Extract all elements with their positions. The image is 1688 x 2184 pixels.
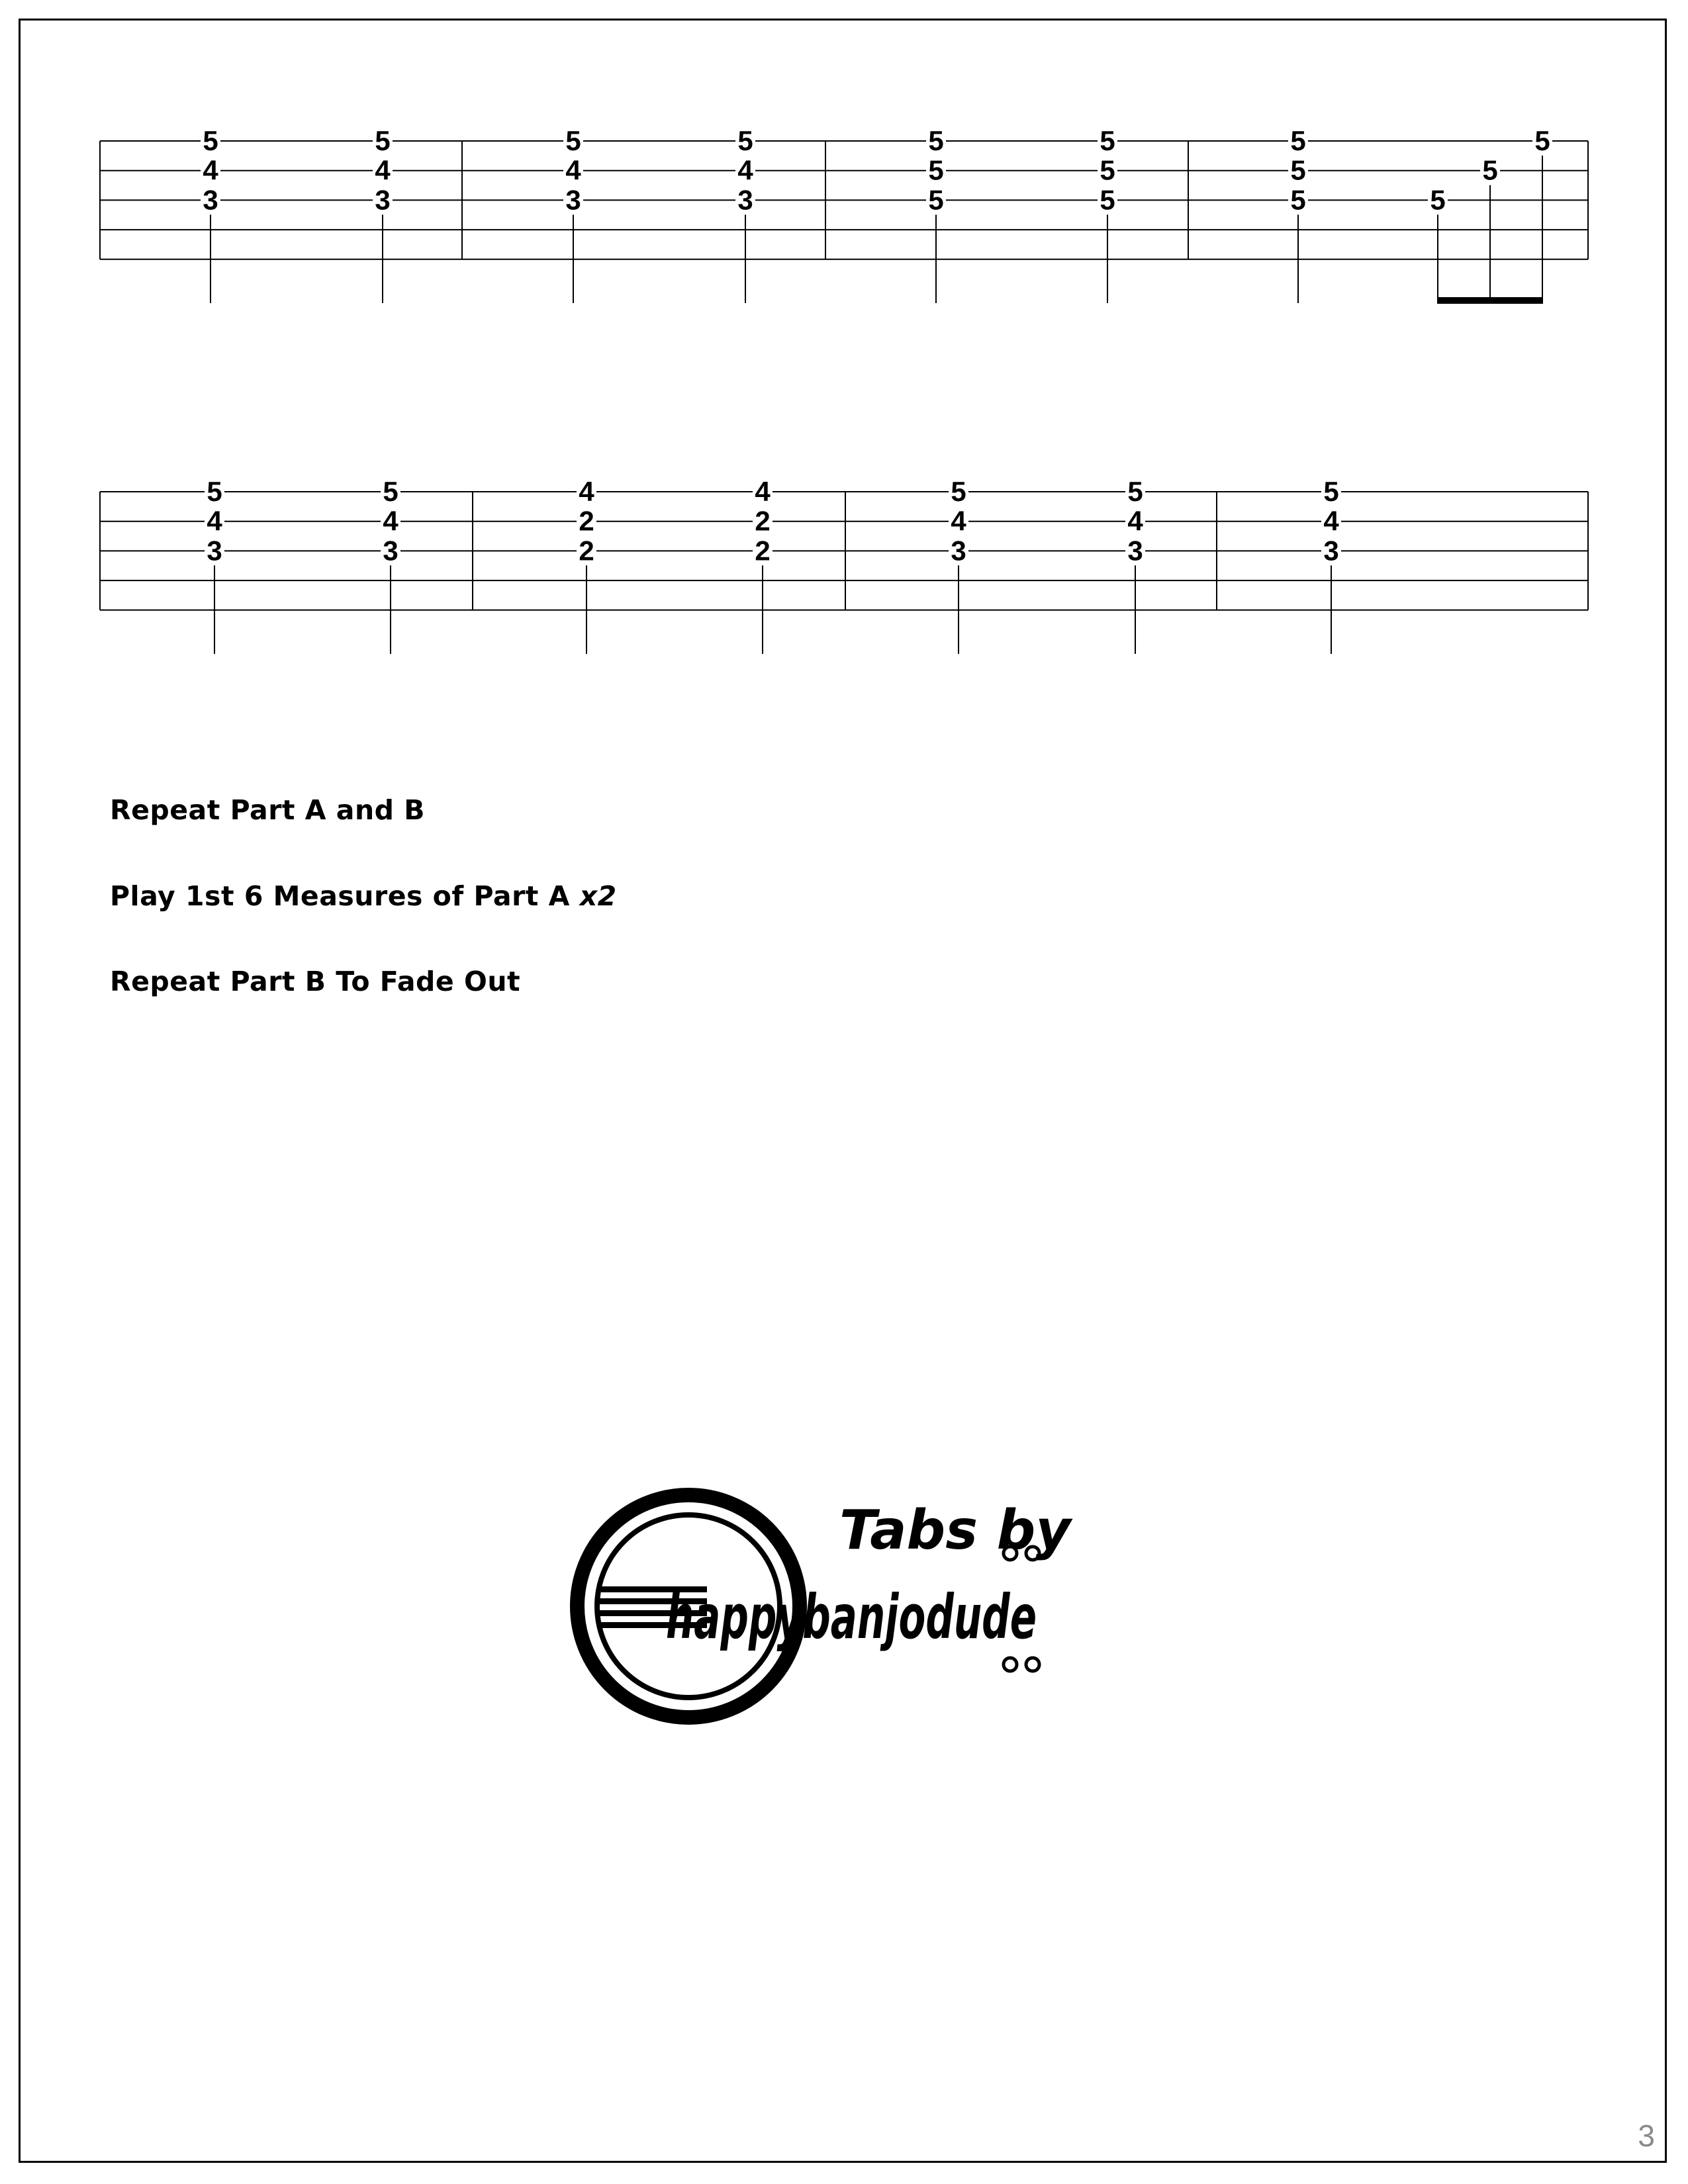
fret-number: 4	[951, 505, 966, 537]
fret-number: 5	[1100, 184, 1115, 216]
beam	[1437, 297, 1543, 304]
logo-brand: happybanjodude	[666, 1582, 1037, 1653]
fret-number: 3	[1323, 535, 1339, 567]
fret-number: 4	[1323, 505, 1339, 537]
fret-number: 5	[207, 476, 222, 507]
fret-number: 2	[755, 505, 771, 537]
fret-number: 3	[737, 184, 753, 216]
fret-number: 5	[383, 476, 399, 507]
fret-number: 5	[951, 476, 966, 507]
fret-number: 5	[928, 184, 944, 216]
fret-number: 4	[737, 154, 753, 186]
page-number: 3	[1638, 2118, 1655, 2153]
fret-number: 5	[1127, 476, 1143, 507]
fret-number: 5	[565, 125, 581, 156]
fret-number: 3	[565, 184, 581, 216]
repeat-multiplier: x2	[579, 880, 617, 912]
happybanjodude-logo	[569, 1473, 1132, 1737]
fret-number: 2	[755, 535, 771, 567]
fret-number: 5	[1534, 125, 1550, 156]
fret-number: 5	[1290, 125, 1306, 156]
fret-number: 5	[928, 154, 944, 186]
fret-number: 2	[579, 505, 594, 537]
tab-staff-1	[100, 125, 1588, 304]
tab-staff-2	[100, 476, 1588, 654]
fret-number: 4	[383, 505, 399, 537]
instruction-fade-out: Repeat Part B To Fade Out	[110, 966, 521, 997]
fret-number: 5	[1482, 154, 1498, 186]
fret-number: 3	[383, 535, 399, 567]
fret-number: 5	[1100, 125, 1115, 156]
fret-number: 4	[565, 154, 581, 186]
fret-number: 3	[951, 535, 966, 567]
instruction-repeat-a-b: Repeat Part A and B	[110, 794, 426, 826]
fret-number: 5	[737, 125, 753, 156]
fret-number: 4	[203, 154, 218, 186]
fret-number: 3	[203, 184, 218, 216]
fret-number: 3	[1127, 535, 1143, 567]
fret-number: 4	[755, 476, 771, 507]
instruction-play-measures	[110, 880, 617, 912]
fret-number: 5	[1290, 154, 1306, 186]
fret-number: 4	[375, 154, 391, 186]
fret-number: 5	[1323, 476, 1339, 507]
instruction-play-measures-text: Play 1st 6 Measures of Part A	[110, 880, 580, 912]
fret-number: 4	[579, 476, 594, 507]
fret-number: 4	[1127, 505, 1143, 537]
fret-number: 5	[1100, 154, 1115, 186]
fret-number: 5	[1290, 184, 1306, 216]
fret-number: 5	[203, 125, 218, 156]
fret-number: 2	[579, 535, 594, 567]
fret-number: 3	[375, 184, 391, 216]
fret-number: 5	[375, 125, 391, 156]
fret-number: 5	[928, 125, 944, 156]
fret-number: 3	[207, 535, 222, 567]
logo-tagline: Tabs by	[839, 1499, 1071, 1562]
fret-number: 5	[1430, 184, 1446, 216]
fret-number: 4	[207, 505, 222, 537]
